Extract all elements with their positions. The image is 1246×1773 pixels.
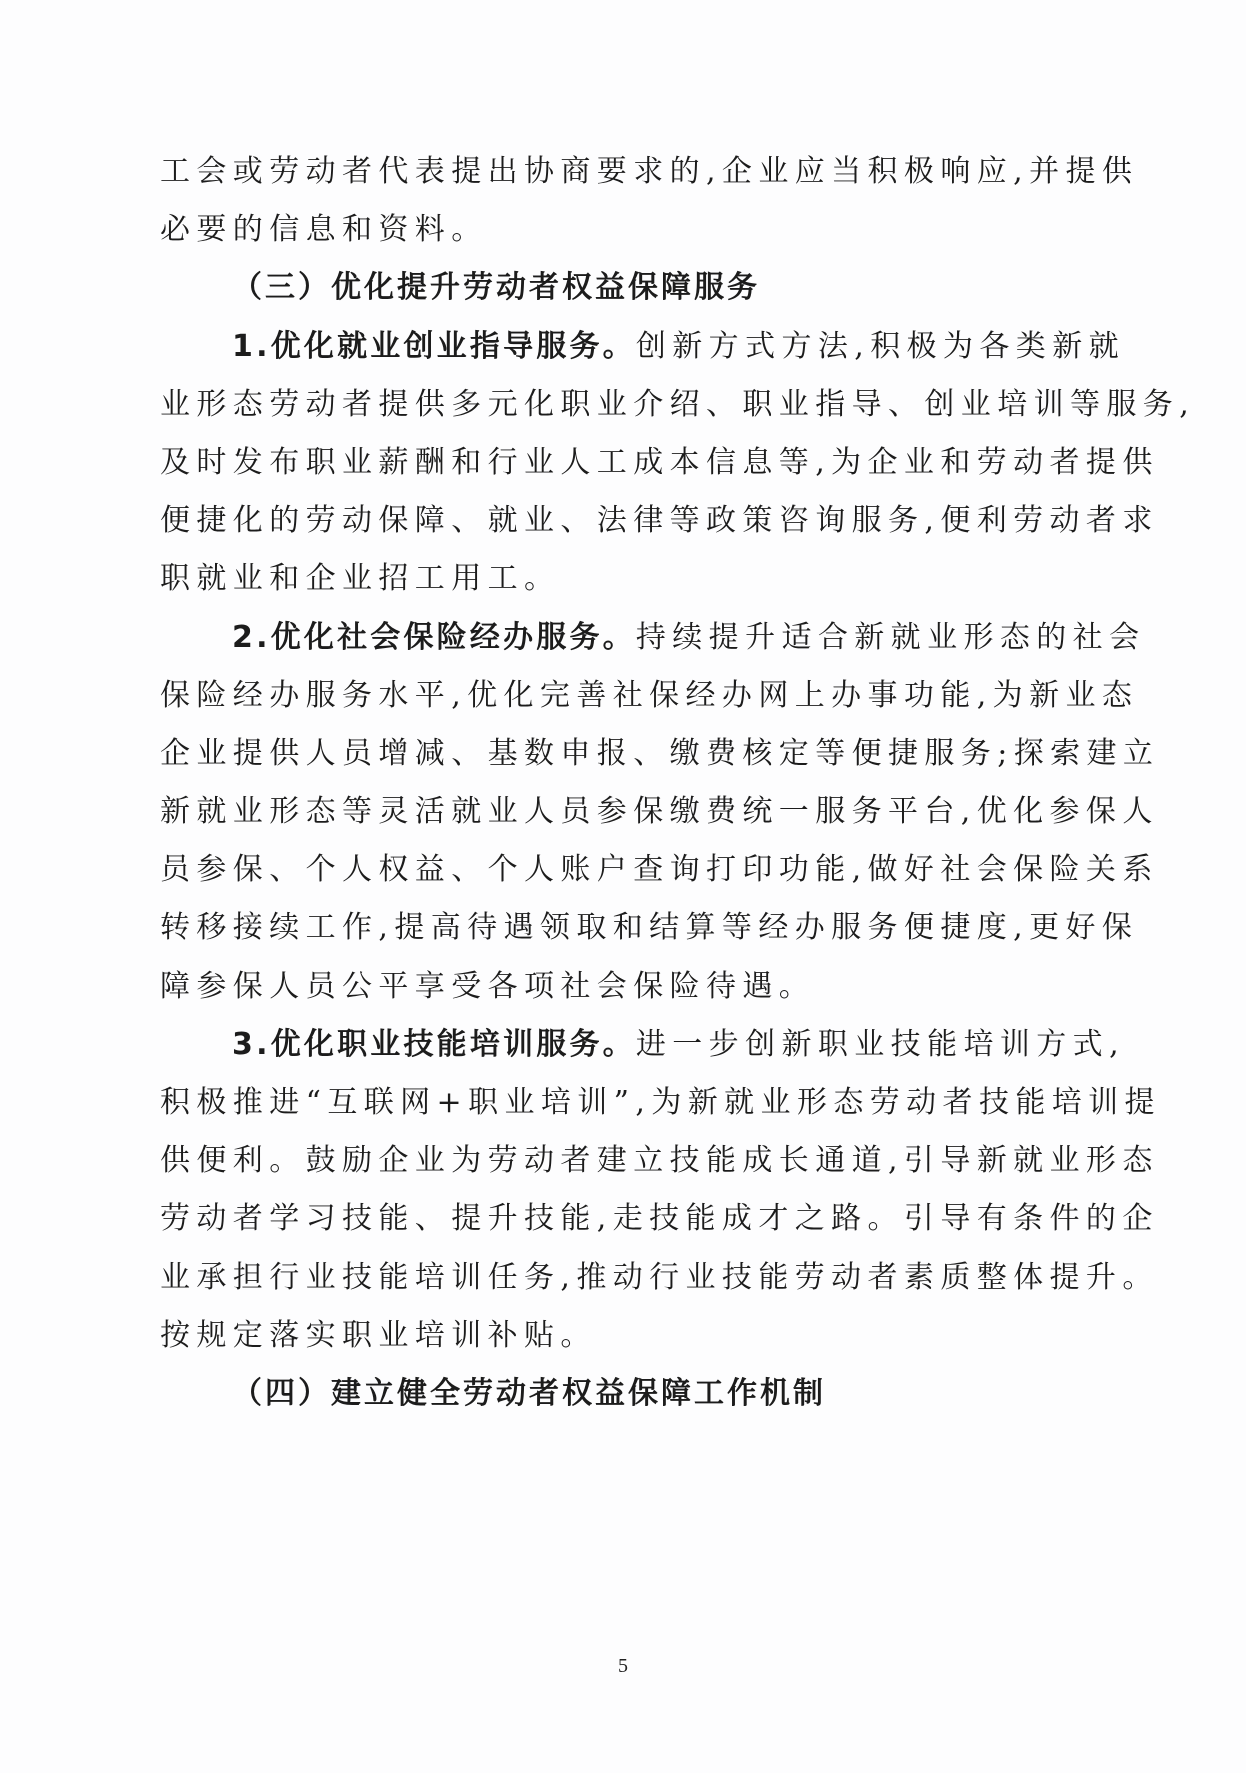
body-text: 持续提升适合新就业形态的社会 (635, 619, 1146, 655)
body-text: 进一步创新职业技能培训方式, (635, 1026, 1126, 1062)
body-text-line: 按规定落实职业培训补贴。 (160, 1317, 597, 1353)
numbered-paragraph-first-line (160, 318, 1126, 376)
body-text-line: 业形态劳动者提供多元化职业介绍、职业指导、创业培训等服务, (160, 386, 1196, 422)
section-heading-text: （三）优化提升劳动者权益保障服务 (232, 270, 760, 306)
body-text-line: 业承担行业技能培训任务,推动行业技能劳动者素质整体提升。 (160, 1259, 1159, 1295)
body-text-line: 企业提供人员增减、基数申报、缴费核定等便捷服务;探索建立 (160, 735, 1160, 771)
body-text-line: 障参保人员公平享受各项社会保险待遇。 (160, 968, 816, 1004)
body-text-line: 供便利。鼓励企业为劳动者建立技能成长通道,引导新就业形态 (160, 1143, 1159, 1179)
paragraph-title: 3.优化职业技能培训服务。 (232, 1026, 636, 1062)
body-text-line: 工会或劳动者代表提出协商要求的,企业应当积极响应,并提供 (160, 154, 1139, 189)
page-number: 5 (618, 1655, 628, 1677)
section-heading (160, 1365, 1080, 1423)
numbered-paragraph-first-line (160, 1016, 1126, 1074)
body-text-line: 便捷化的劳动保障、就业、法律等政策咨询服务,便利劳动者求 (160, 503, 1159, 539)
body-text-line: 员参保、个人权益、个人账户查询打印功能,做好社会保险关系 (160, 852, 1159, 888)
body-text-line: 新就业形态等灵活就业人员参保缴费统一服务平台,优化参保人 (160, 794, 1159, 830)
body-text-line: 保险经办服务水平,优化完善社保经办网上办事功能,为新业态 (160, 677, 1139, 713)
paragraph-title: 1.优化就业创业指导服务。 (232, 328, 636, 364)
numbered-paragraph-first-line (160, 609, 1146, 667)
body-text-line: 必要的信息和资料。 (160, 212, 488, 248)
body-text-line: 劳动者学习技能、提升技能,走技能成才之路。引导有条件的企 (160, 1201, 1159, 1237)
body-text-line: 及时发布职业薪酬和行业人工成本信息等,为企业和劳动者提供 (160, 444, 1159, 480)
section-heading-text: （四）建立健全劳动者权益保障工作机制 (232, 1375, 826, 1411)
paragraph-title: 2.优化社会保险经办服务。 (232, 619, 636, 655)
body-text-line: 积极推进“互联网+职业培训”,为新就业形态劳动者技能培训提 (160, 1085, 1161, 1120)
document-body (160, 143, 1196, 1423)
section-heading (160, 259, 1080, 317)
body-text: 创新方式方法,积极为各类新就 (635, 328, 1126, 364)
body-text-line: 转移接续工作,提高待遇领取和结算等经办服务便捷度,更好保 (160, 910, 1139, 946)
body-text-line: 职就业和企业招工用工。 (160, 561, 561, 597)
